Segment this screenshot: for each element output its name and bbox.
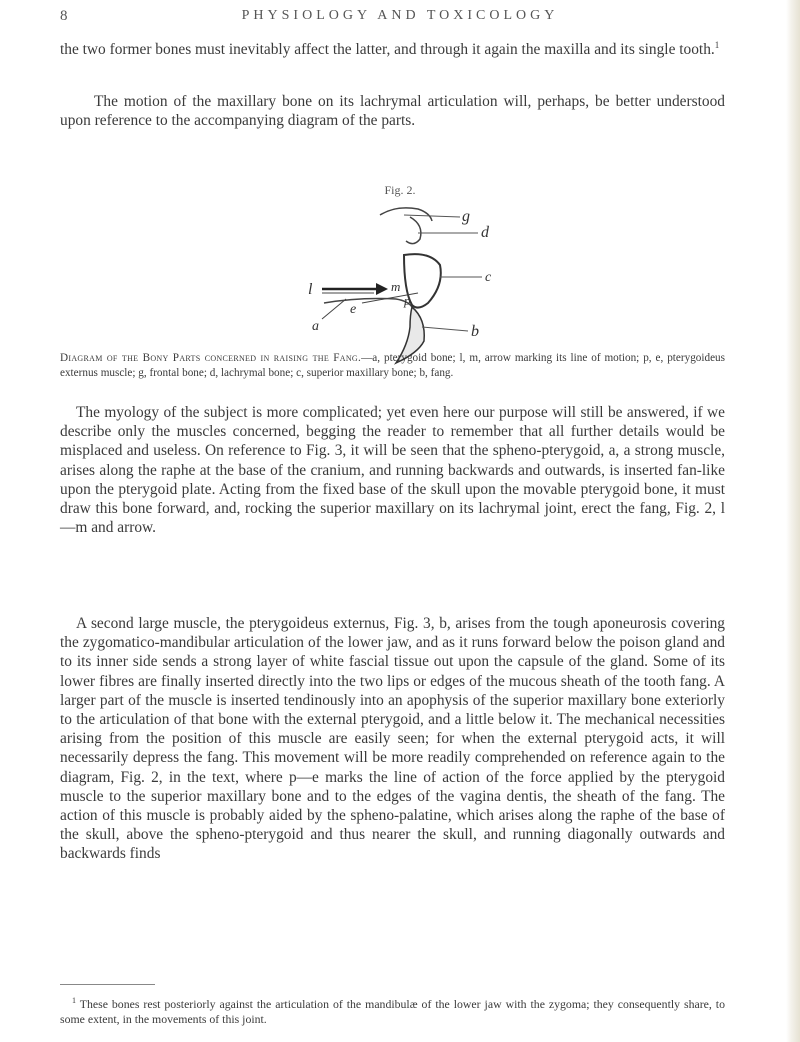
- label-m: m: [391, 279, 401, 294]
- label-p: p: [404, 293, 411, 308]
- label-e: e: [350, 302, 357, 317]
- footnote-marker: 1: [72, 996, 76, 1005]
- paragraph-3: The myology of the subject is more complicated; yet even here our purpose will still be answered, if we describe only the muscles concerned, begging the reader to remember that all further details would be misplaced and useless. On reference to Fig. 3, it will be seen that the spheno-pterygoid, a, a strong muscle, arises along the raphe at the base of the cranium, and running backwards and outwards, is inserted fan-like upon the pterygoid plate. Acting from the fixed base of the skull upon the movable pterygoid bone, it must draw this bone forward, and, rocking the superior maxillary on its lachrymal joint, erect the fang, Fig. 2, l—m and arrow.: [60, 404, 725, 537]
- figure-label: Fig. 2.: [384, 183, 416, 197]
- paragraph-1: [60, 36, 725, 59]
- caption-text: —a, pterygoid bone; l, m, arrow marking its line of motion; p, e, pterygoideus externus muscle; g, frontal bone; d, lachrymal bone; c, superior maxillary bone; b, fang.: [60, 352, 725, 379]
- lachrymal-bone-outline: [406, 217, 421, 244]
- label-a: a: [312, 319, 319, 334]
- footnote-rule: [60, 984, 155, 985]
- arrow-head-m: [376, 283, 388, 295]
- label-g: g: [462, 208, 470, 225]
- bony-parts-diagram: [300, 195, 530, 365]
- footnote: [60, 993, 725, 1028]
- caption-lead: Diagram of the Bony Parts concerned in raising the Fang.: [60, 352, 362, 364]
- paragraph-2: The motion of the maxillary bone on its lachrymal articulation will, perhaps, be better understood upon reference to the accompanying diagram of the parts.: [60, 93, 725, 130]
- footnote-text: These bones rest posteriorly against the articulation of the mandibulæ of the lower jaw with the zygoma; they consequently share, to some extent, in the movements of this joint.: [60, 996, 725, 1027]
- label-c: c: [485, 270, 492, 285]
- leader-line-b: [422, 327, 468, 331]
- label-d: d: [481, 224, 489, 241]
- label-l: l: [308, 281, 313, 298]
- running-title: PHYSIOLOGY AND TOXICOLOGY: [241, 8, 559, 23]
- footnote-reference: 1: [714, 40, 720, 50]
- page-edge-shadow: [786, 0, 800, 1042]
- page-number: 8: [60, 8, 68, 24]
- label-b: b: [471, 323, 479, 340]
- leader-line-g: [404, 215, 460, 217]
- frontal-bone-outline: [380, 208, 432, 221]
- figure-caption: [60, 351, 725, 381]
- paragraph-1-text: the two former bones must inevitably affect the latter, and through it again the maxilla and its single tooth.: [60, 41, 715, 59]
- paragraph-4: A second large muscle, the pterygoideus externus, Fig. 3, b, arises from the tough aponeurosis covering the zygomatico-mandibular articulation of the lower jaw, and as it runs forward below the poison gland and to its inner side sends a strong layer of white fascial tissue out upon the capsule of the gland. Some of its lower fibres are finally inserted directly into the two lips or edges of the mucous sheath of the tooth fang. A larger part of the muscle is inserted tendinously into an apophysis of the superior maxillary bone exteriorly to the articulation of that bone with the external pterygoid, and a little below it. The mechanical necessities arising from the position of this muscle are easily seen; for when the external pterygoid acts, it will necessarily depress the fang. This movement will be more readily comprehended on reference again to the diagram, Fig. 2, in the text, where p—e marks the line of action of the force applied by the pterygoid muscle to the superior maxillary bone and to the edges of the vagina dentis, the sheath of the fang. The action of this muscle is probably aided by the spheno-palatine, which arises along the raphe of the base of the skull, above the spheno-pterygoid and thus nearer the skull, and running diagonally outwards and backwards finds: [60, 615, 725, 863]
